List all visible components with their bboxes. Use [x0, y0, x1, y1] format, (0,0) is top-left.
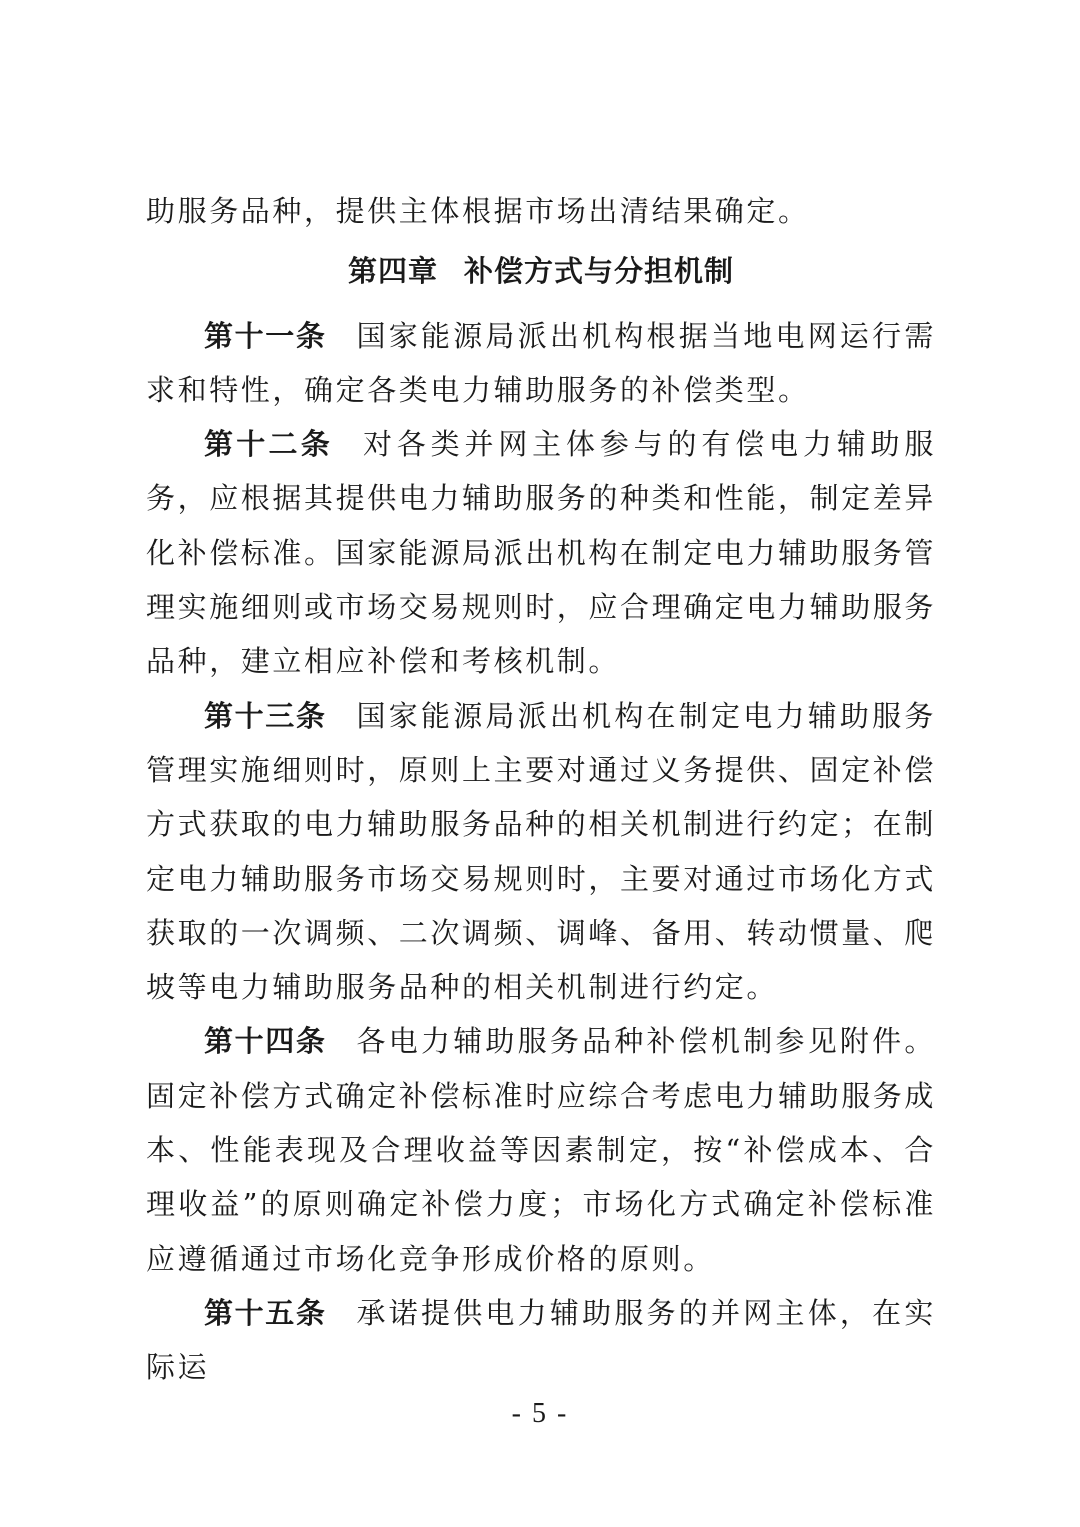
article-15 [146, 1286, 936, 1395]
chapter-heading [146, 244, 936, 298]
article-label: 第十四条 [204, 1024, 327, 1059]
chapter-title: 补偿方式与分担机制 [464, 254, 735, 289]
article-12 [146, 417, 936, 688]
article-11 [146, 309, 936, 418]
body-text [146, 184, 936, 1395]
page-number: - 5 - [511, 1398, 569, 1429]
article-text: 国家能源局派出机构根据当地电网运行需求和特性，确定各类电力辅助服务的补偿类型。 [146, 318, 936, 407]
article-13 [146, 689, 936, 1015]
article-label: 第十二条 [204, 427, 333, 462]
article-text: 承诺提供电力辅助服务的并网主体，在实际运 [146, 1295, 936, 1385]
article-text: 各电力辅助服务品种补偿机制参见附件。固定补偿方式确定补偿标准时应综合考虑电力辅助服务成本、性能表现及合理收益等因素制定，按“补偿成本、合理收益”的原则确定补偿力度；市场化方式确定补偿标准应遵循通过市场化竞争形成价格的原则。 [146, 1024, 937, 1276]
continuation-paragraph: 助服务品种，提供主体根据市场出清结果确定。 [146, 194, 810, 228]
article-label: 第十三条 [204, 698, 327, 733]
chapter-number: 第四章 [347, 254, 438, 289]
article-label: 第十一条 [204, 318, 327, 353]
article-label: 第十五条 [204, 1295, 327, 1330]
article-text: 对各类并网主体参与的有偿电力辅助服务，应根据其提供电力辅助服务的种类和性能，制定差异化补偿标准。国家能源局派出机构在制定电力辅助服务管理实施细则或市场交易规则时，应合理确定电力辅助服务品种，建立相应补偿和考核机制。 [146, 427, 937, 679]
article-14 [146, 1014, 936, 1285]
article-text: 国家能源局派出机构在制定电力辅助服务管理实施细则时，原则上主要对通过义务提供、固定补偿方式获取的电力辅助服务品种的相关机制进行约定；在制定电力辅助服务市场交易规则时，主要对通过市场化方式获取的一次调频、二次调频、调峰、备用、转动惯量、爬坡等电力辅助服务品种的相关机制进行约定。 [146, 698, 937, 1005]
